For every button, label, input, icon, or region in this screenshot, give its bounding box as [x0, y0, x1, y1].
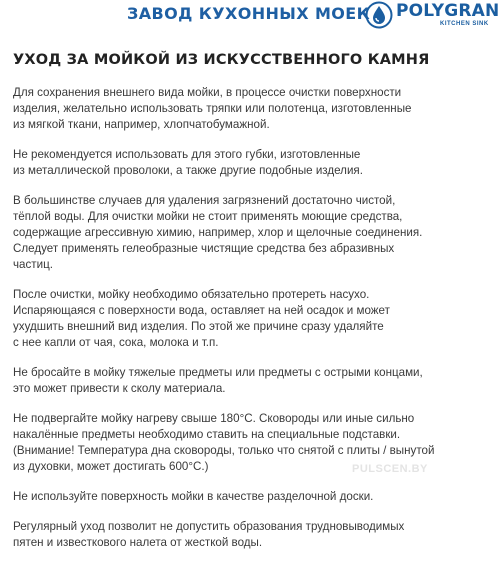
- paragraph: [13, 489, 497, 505]
- text-line: из мягкой ткани, например, хлопчатобумажной.: [13, 118, 270, 131]
- logo-name: POLYGRAN: [396, 1, 500, 21]
- text-line: Не подвергайте мойку нагреву свыше 180°С. Сковороды или иные сильно: [13, 412, 415, 425]
- text-line: После очистки, мойку необходимо обязательно протереть насухо.: [13, 288, 370, 301]
- text-line: это может привести к сколу материала.: [13, 382, 226, 395]
- paragraph: [13, 519, 497, 551]
- paragraph: [13, 193, 497, 273]
- page-title: УХОД ЗА МОЙКОЙ ИЗ ИСКУССТВЕННОГО КАМНЯ: [13, 52, 430, 68]
- text-line: Не рекомендуется использовать для этого губки, изготовленные: [13, 148, 361, 161]
- text-line: Испаряющаяся с поверхности вода, оставляет на ней осадок и может: [13, 304, 390, 317]
- polygran-logo: [365, 1, 500, 29]
- text-line: с нее капли от чая, сока, молока и т.п.: [13, 336, 219, 349]
- text-line: изделия, желательно использовать тряпки или полотенца, изготовленные: [13, 102, 412, 115]
- paragraph: [13, 147, 497, 179]
- text-line: из металлической проволоки, а также другие подобные изделия.: [13, 164, 363, 177]
- text-line: Не бросайте в мойку тяжелые предметы или предметы с острыми концами,: [13, 366, 423, 379]
- text-line: ухудшить внешний вид изделия. По этой же причине сразу удаляйте: [13, 320, 384, 333]
- page-header: [0, 0, 500, 30]
- water-drop-icon: [365, 1, 393, 29]
- text-line: пятен и известкового налета от жесткой воды.: [13, 536, 263, 549]
- text-line: Следует применять гелеобразные чистящие средства без абразивных: [13, 242, 395, 255]
- watermark: PULSCEN.BY: [352, 463, 428, 475]
- article-body: [13, 85, 497, 565]
- paragraph: [13, 287, 497, 351]
- company-title: ЗАВОД КУХОННЫХ МОЕК: [127, 4, 371, 23]
- text-line: частиц.: [13, 258, 53, 271]
- text-line: тёплой воды. Для очистки мойки не стоит применять моющие средства,: [13, 210, 403, 223]
- text-line: Регулярный уход позволит не допустить образования трудновыводимых: [13, 520, 405, 533]
- paragraph: [13, 365, 497, 397]
- text-line: (Внимание! Температура дна сковороды, только что снятой с плиты / вынутой: [13, 444, 435, 457]
- paragraph: [13, 85, 497, 133]
- text-line: содержащие агрессивную химию, например, хлор и щелочные соединения.: [13, 226, 423, 239]
- logo-subtitle: KITCHEN SINK: [440, 21, 489, 27]
- text-line: из духовки, может достигать 600°С.): [13, 460, 209, 473]
- text-line: В большинстве случаев для удаления загрязнений достаточно чистой,: [13, 194, 396, 207]
- text-line: Для сохранения внешнего вида мойки, в процессе очистки поверхности: [13, 86, 402, 99]
- text-line: Не используйте поверхность мойки в качестве разделочной доски.: [13, 490, 374, 503]
- text-line: накалённые предметы необходимо ставить на специальные подставки.: [13, 428, 401, 441]
